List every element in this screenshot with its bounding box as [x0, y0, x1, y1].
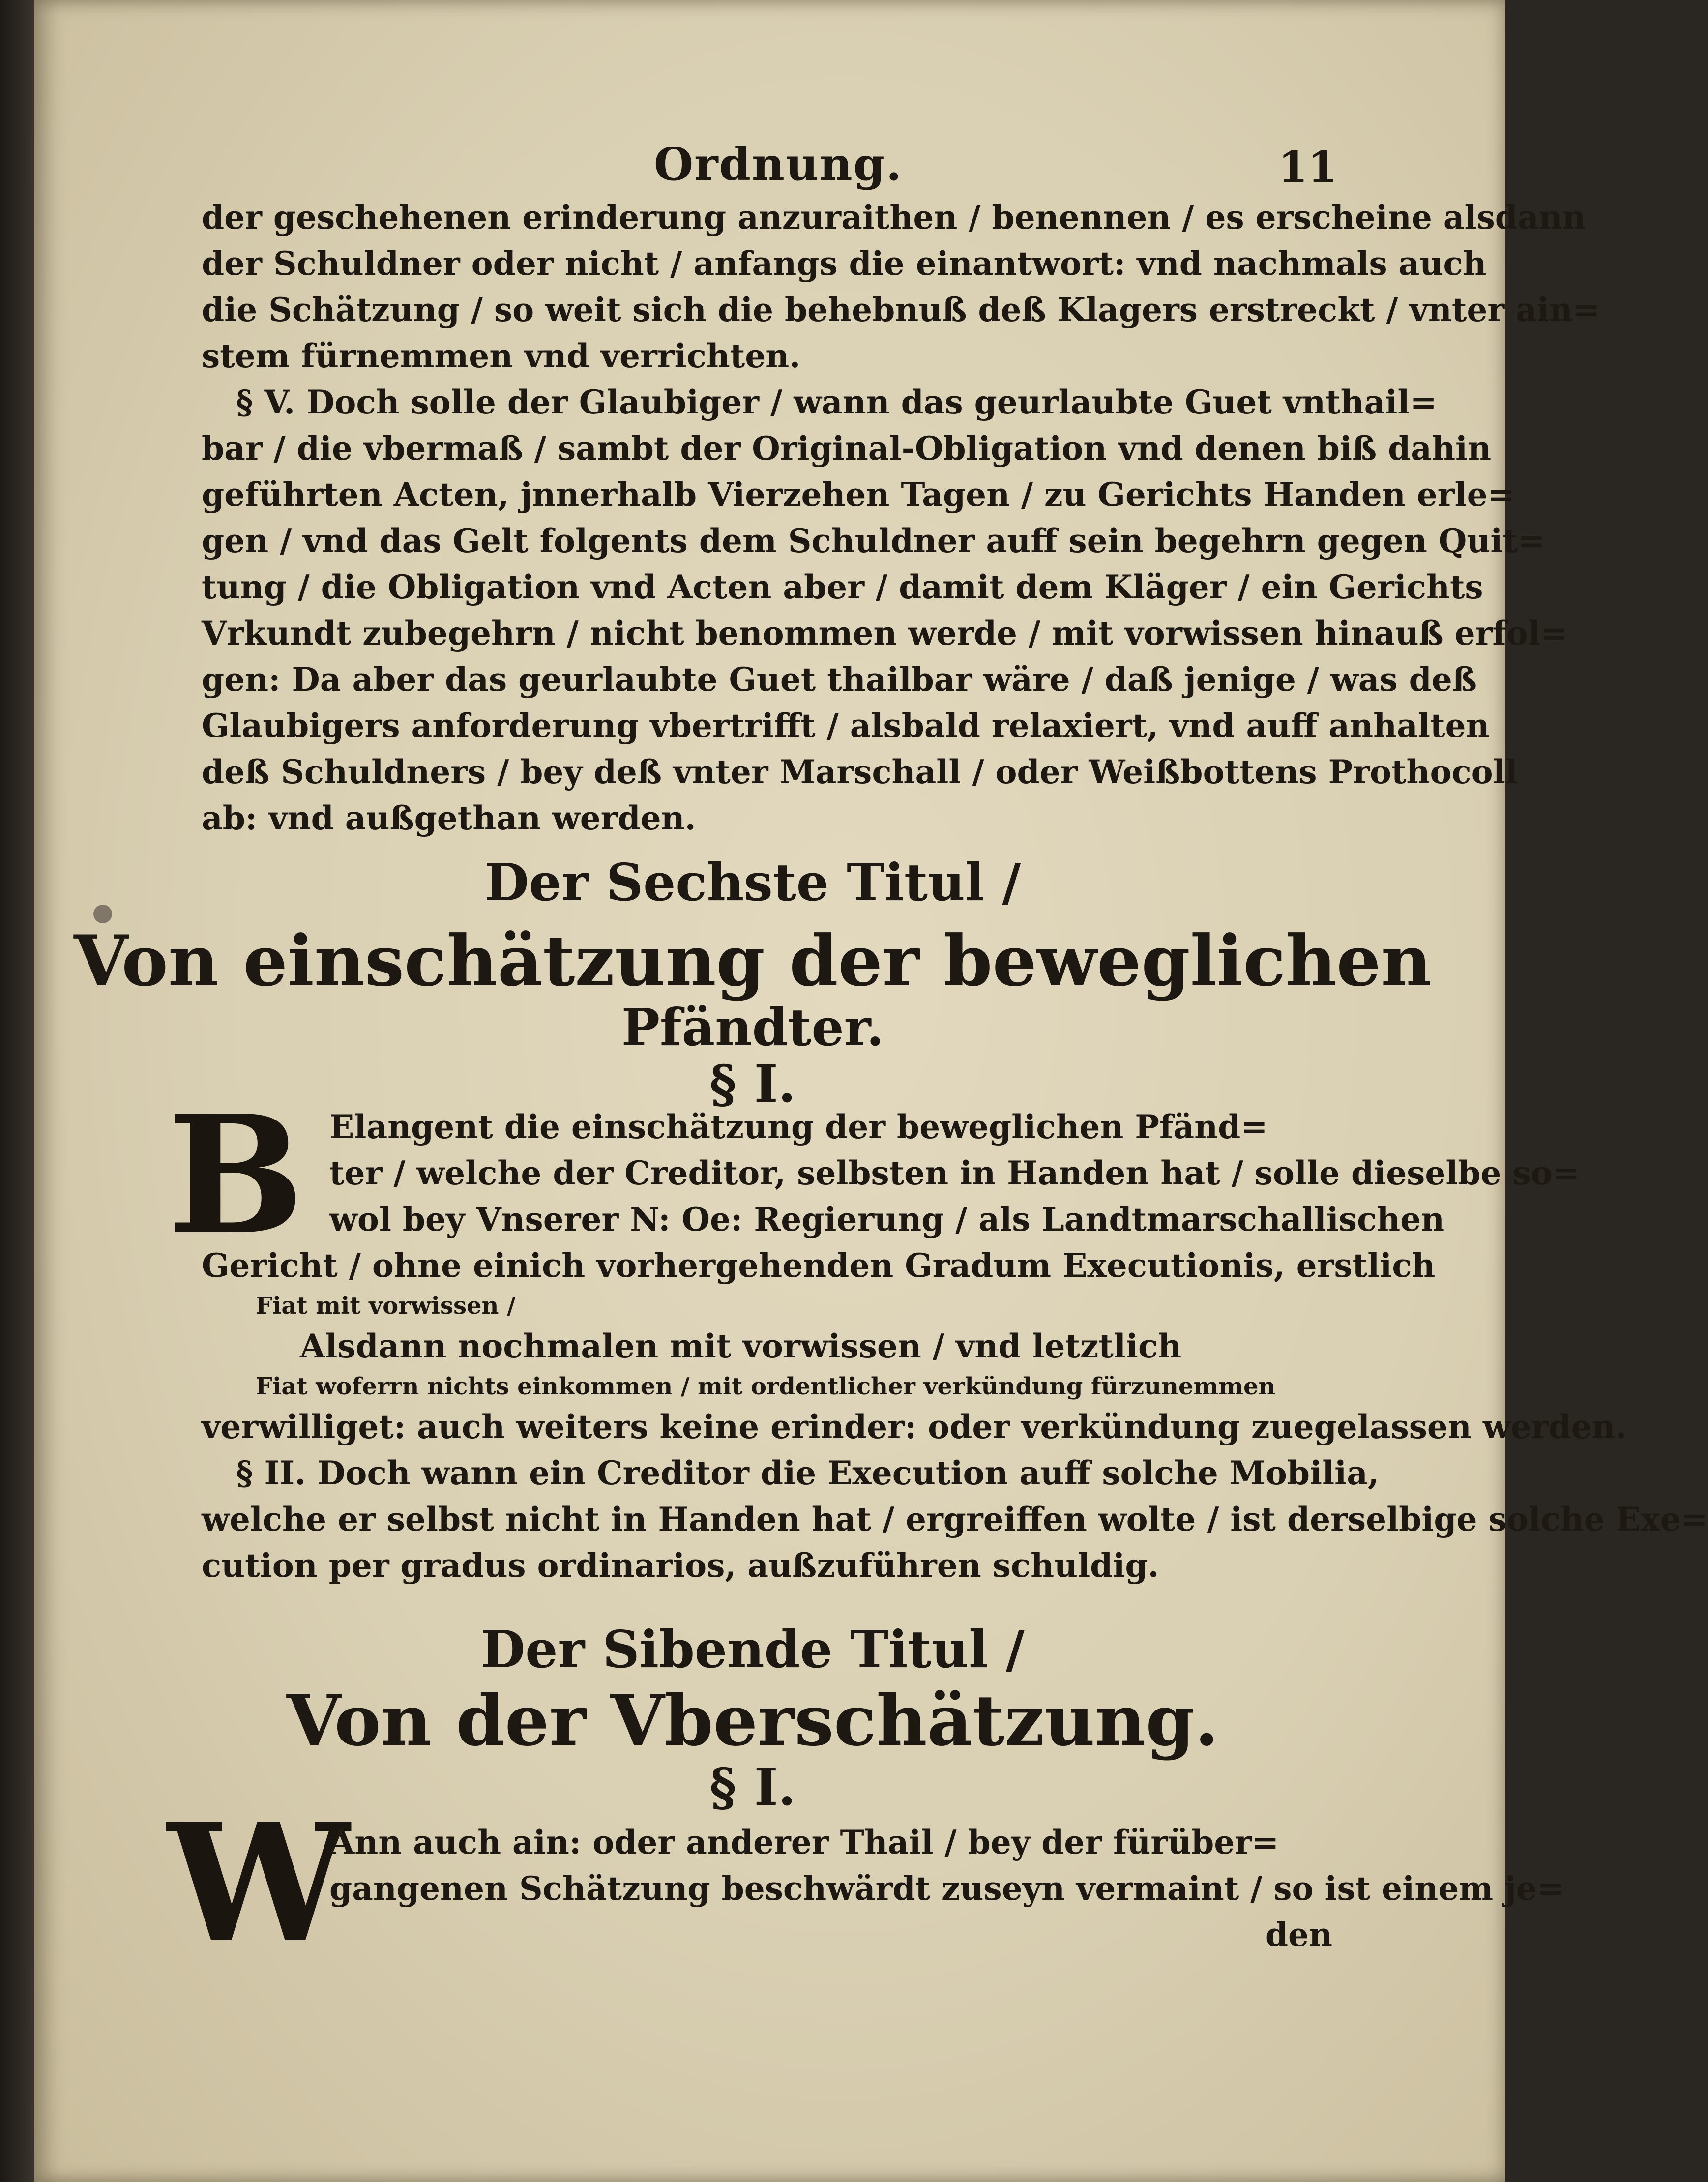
text-line: welche er selbst nicht in Handen hat / ergreiffen wolte / ist derselbige solche Exe= — [202, 1500, 1708, 1538]
decorated-initial: B — [167, 1080, 304, 1270]
catchword: den — [1265, 1916, 1332, 1954]
text-line: § V. Doch solle der Glaubiger / wann das geurlaubte Guet vnthail= — [236, 383, 1437, 421]
text-line: § II. Doch wann ein Creditor die Execution auff solche Mobilia, — [236, 1454, 1379, 1492]
document-page — [34, 0, 1708, 2182]
chapter-heading-6: Der Sechste Titul / — [484, 852, 1021, 913]
running-head: Ordnung. — [654, 138, 903, 191]
text-line: Glaubigers anforderung vbertrifft / alsbald relaxiert, vnd auff anhalten — [202, 707, 1490, 745]
chapter-title-6-cont: Pfändter. — [621, 997, 884, 1058]
marginal-fiat: Fiat mit vorwissen / — [256, 1292, 516, 1320]
text-line: die Schätzung / so weit sich die behebnuß deß Klagers erstreckt / vnter ain= — [202, 291, 1600, 329]
text-line: ab: vnd außgethan werden. — [202, 799, 696, 837]
decorated-initial: W — [167, 1788, 350, 1978]
chapter-title-6: Von einschätzung der beweglichen — [74, 920, 1432, 1002]
text-line: der geschehenen erinderung anzuraithen / benennen / es erscheine alsdann — [202, 198, 1586, 236]
section-mark: § I. — [709, 1757, 796, 1817]
text-line: gen: Da aber das geurlaubte Guet thailbar wäre / daß jenige / was deß — [202, 660, 1477, 699]
text-line: verwilliget: auch weiters keine erinder: oder verkündung zuegelassen werden. — [202, 1408, 1627, 1446]
text-line: Vrkundt zubegehrn / nicht benommen werde / mit vorwissen hinauß erfol= — [202, 614, 1568, 652]
section-mark: § I. — [709, 1054, 796, 1114]
text-line: gen / vnd das Gelt folgents dem Schuldner auff sein begehrn gegen Quit= — [202, 522, 1545, 560]
text-line: Alsdann nochmalen mit vorwissen / vnd letztlich — [300, 1327, 1182, 1365]
text-line: Elangent die einschätzung der beweglichen Pfänd= — [329, 1108, 1268, 1146]
text-line: deß Schuldners / bey deß vnter Marschall / oder Weißbottens Prothocoll — [202, 753, 1518, 791]
text-line: tung / die Obligation vnd Acten aber / damit dem Kläger / ein Gerichts — [202, 568, 1483, 606]
paragraph-6-1 — [202, 1104, 1708, 1589]
text-line: bar / die vbermaß / sambt der Original-Obligation vnd denen biß dahin — [202, 429, 1492, 468]
chapter-title-7: Von der Vberschätzung. — [286, 1680, 1219, 1762]
text-line: Gericht / ohne einich vorhergehenden Gradum Executionis, erstlich — [202, 1246, 1436, 1285]
marginal-fiat: Fiat woferrn nichts einkommen / mit ordentlicher verkündung fürzunemmen — [256, 1373, 1276, 1400]
paragraph-7-1 — [202, 1819, 1564, 1958]
text-line: geführten Acten, jnnerhalb Vierzehen Tagen / zu Gerichts Handen erle= — [202, 475, 1515, 514]
chapter-heading-7: Der Sibende Titul / — [481, 1619, 1025, 1680]
page-number: 11 — [1278, 143, 1337, 192]
text-line: ter / welche der Creditor, selbsten in Handen hat / solle dieselbe so= — [329, 1154, 1580, 1192]
text-line: wol bey Vnserer N: Oe: Regierung / als Landtmarschallischen — [329, 1200, 1445, 1238]
text-line: stem fürnemmen vnd verrichten. — [202, 337, 801, 375]
text-line: cution per gradus ordinarios, außzuführen schuldig. — [202, 1546, 1159, 1585]
paragraph-continuation — [202, 194, 1600, 841]
text-line: der Schuldner oder nicht / anfangs die einantwort: vnd nachmals auch — [202, 244, 1487, 283]
text-line: Ann auch ain: oder anderer Thail / bey der fürüber= — [329, 1823, 1279, 1861]
text-line: gangenen Schätzung beschwärdt zuseyn vermaint / so ist einem je= — [329, 1869, 1564, 1908]
